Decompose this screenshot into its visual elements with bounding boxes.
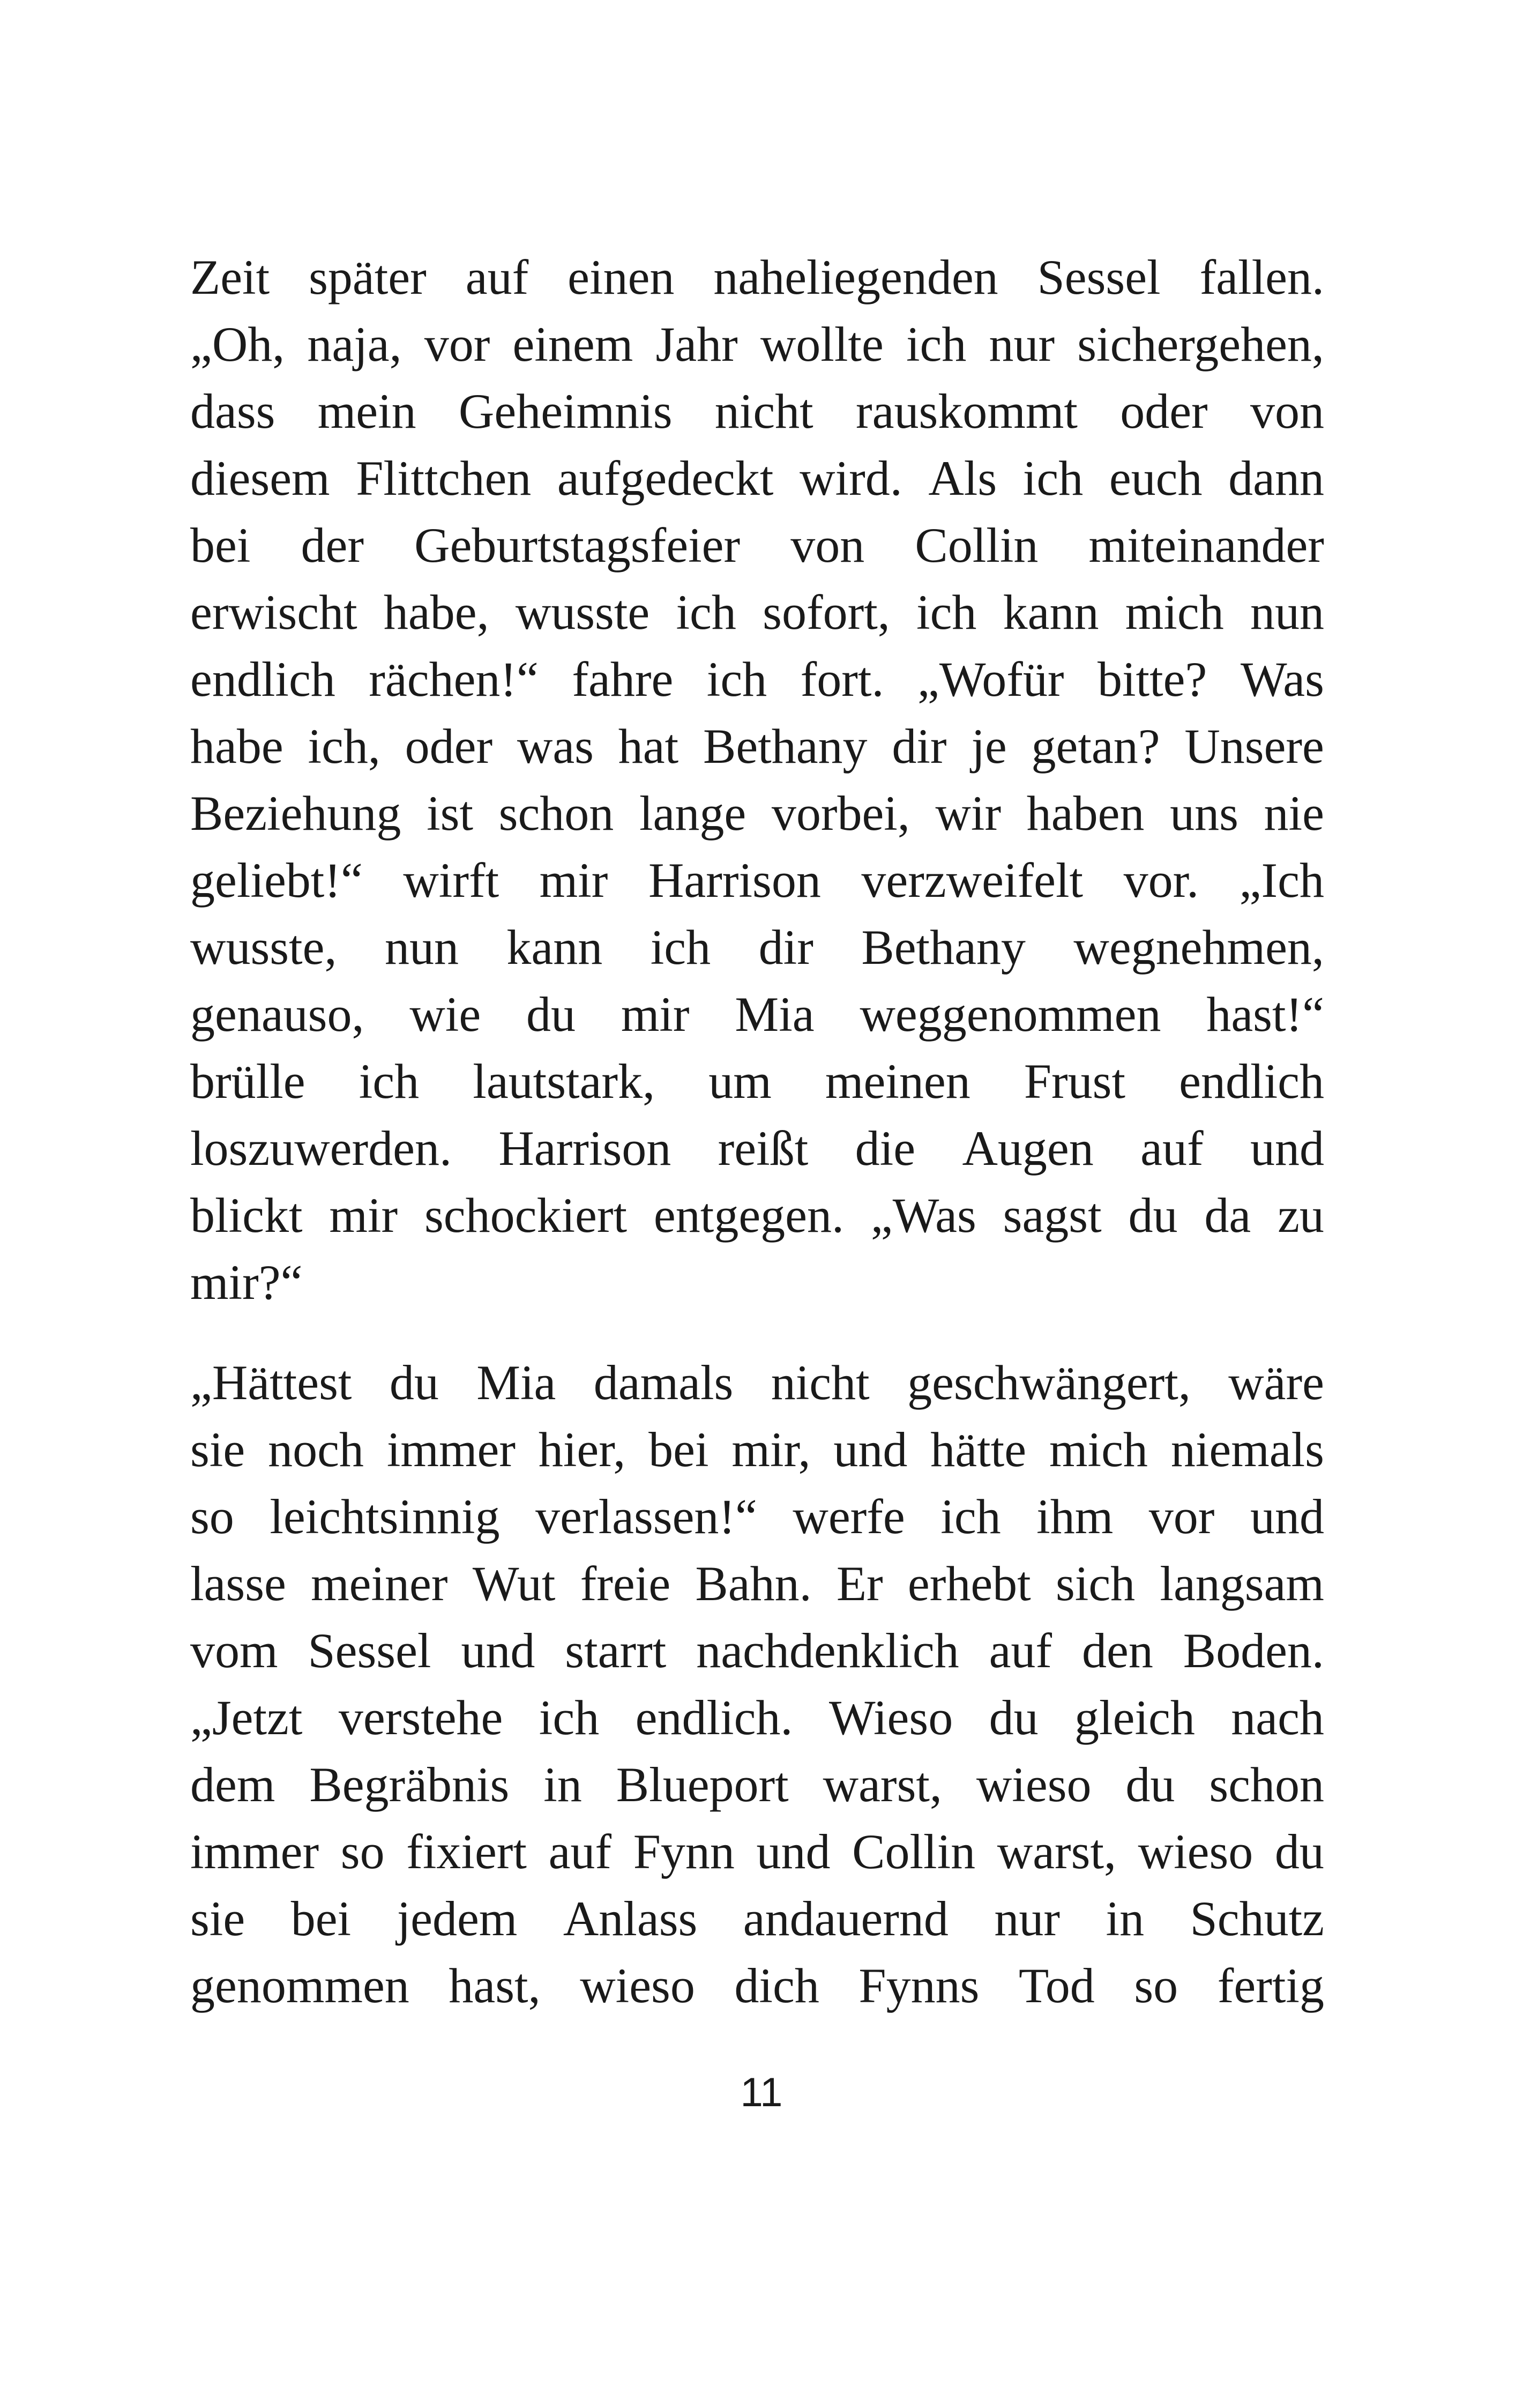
paragraph	[190, 244, 1324, 1316]
text-line: „Oh, naja, vor einem Jahr wollte ich nur sichergehen,	[190, 317, 1324, 371]
text-line: vom Sessel und starrt nachdenklich auf den Boden.	[190, 1623, 1324, 1678]
paragraph	[190, 1349, 1324, 2019]
text-line: genommen hast, wieso dich Fynns Tod so fertig	[190, 1958, 1324, 2013]
text-line: bei der Geburtstagsfeier von Collin miteinander	[190, 518, 1324, 573]
text-line: sie noch immer hier, bei mir, und hätte mich niemals	[190, 1422, 1324, 1477]
text-line: brülle ich lautstark, um meinen Frust endlich	[190, 1054, 1324, 1109]
text-line: habe ich, oder was hat Bethany dir je getan? Unsere	[190, 719, 1324, 774]
text-line: immer so fixiert auf Fynn und Collin warst, wieso du	[190, 1824, 1324, 1879]
text-line: so leichtsinnig verlassen!“ werfe ich ihm vor und	[190, 1489, 1324, 1544]
text-line: loszuwerden. Harrison reißt die Augen auf und	[190, 1121, 1324, 1176]
text-line: dem Begräbnis in Blueport warst, wieso du schon	[190, 1757, 1324, 1812]
text-line: geliebt!“ wirft mir Harrison verzweifelt vor. „Ich	[190, 853, 1324, 908]
text-line: lasse meiner Wut freie Bahn. Er erhebt sich langsam	[190, 1556, 1324, 1611]
text-line: erwischt habe, wusste ich sofort, ich kann mich nun	[190, 585, 1324, 640]
text-line: sie bei jedem Anlass andauernd nur in Schutz	[190, 1891, 1324, 1946]
text-line: dass mein Geheimnis nicht rauskommt oder von	[190, 384, 1324, 439]
text-line: genauso, wie du mir Mia weggenommen hast!“	[190, 987, 1324, 1042]
text-line: wusste, nun kann ich dir Bethany wegnehmen,	[190, 920, 1324, 975]
text-line: blickt mir schockiert entgegen. „Was sagst du da zu	[190, 1188, 1324, 1243]
page-number: 11	[740, 2070, 783, 2115]
text-line: mir?“	[190, 1255, 303, 1310]
body-text	[190, 244, 1324, 2019]
text-line: endlich rächen!“ fahre ich fort. „Wofür bitte? Was	[190, 652, 1324, 707]
text-line: „Jetzt verstehe ich endlich. Wieso du gleich nach	[190, 1690, 1324, 1745]
text-line: Zeit später auf einen naheliegenden Sessel fallen.	[190, 250, 1324, 304]
text-line: Beziehung ist schon lange vorbei, wir haben uns nie	[190, 786, 1324, 841]
paragraph-gap	[190, 1316, 1324, 1349]
text-line: „Hättest du Mia damals nicht geschwängert, wäre	[190, 1355, 1324, 1410]
text-line: diesem Flittchen aufgedeckt wird. Als ich euch dann	[190, 451, 1324, 506]
